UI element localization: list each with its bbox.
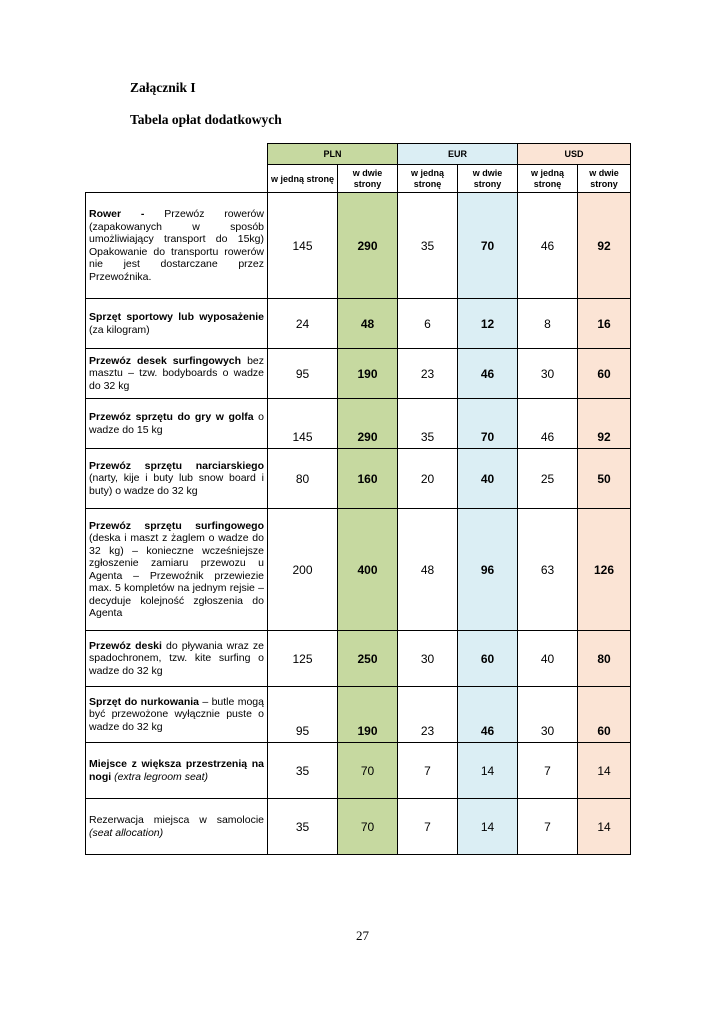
fee-title: Sprzęt sportowy lub wyposażenie: [89, 311, 264, 323]
annex-title: Załącznik I: [130, 80, 196, 95]
fee-value: 6: [398, 299, 458, 349]
fee-value: 48: [398, 509, 458, 631]
fee-value: 70: [338, 743, 398, 799]
fee-description: [86, 631, 268, 687]
fee-value: 80: [578, 631, 631, 687]
fee-value: 95: [268, 349, 338, 399]
fee-value: 60: [458, 631, 518, 687]
fee-value: 14: [458, 799, 518, 855]
fee-value: 60: [578, 687, 631, 743]
fee-note: (extra legroom seat): [114, 770, 209, 783]
fee-value: 35: [268, 743, 338, 799]
fee-value: 290: [338, 399, 398, 449]
fee-value: 190: [338, 687, 398, 743]
fee-value: 24: [268, 299, 338, 349]
fee-value: 35: [268, 799, 338, 855]
table-row: [86, 193, 631, 299]
fee-value: 25: [518, 449, 578, 509]
table-row: [86, 743, 631, 799]
currency-pln: PLN: [268, 144, 398, 165]
fee-value: 14: [578, 743, 631, 799]
fee-value: 23: [398, 687, 458, 743]
fee-text: (za kilogram): [89, 323, 150, 336]
fee-text: (narty, kije i buty lub snow board i buty) o wadze do 32 kg: [89, 472, 264, 497]
fee-value: 190: [338, 349, 398, 399]
fee-value: 30: [518, 687, 578, 743]
fee-description: [86, 449, 268, 509]
fee-title: Miejsce z większa przestrzenią na nogi: [89, 758, 264, 783]
fee-title: Przewóz deski: [89, 639, 162, 652]
fee-value: 48: [338, 299, 398, 349]
fee-value: 40: [518, 631, 578, 687]
fee-text: o wadze do 15 kg: [89, 411, 264, 436]
table-row: [86, 687, 631, 743]
fee-value: 95: [268, 687, 338, 743]
fee-value: 400: [338, 509, 398, 631]
table-row: [86, 799, 631, 855]
fee-text: Przewóz rowerów (zapakowanych w sposób umożliwiający transport do 15kg) Opakowanie do transportu rowerów nie jest dostarczane przez Przewoźnika.: [89, 208, 264, 283]
fee-value: 7: [518, 799, 578, 855]
fee-value: 40: [458, 449, 518, 509]
subheader-usd-two-way: w dwie strony: [578, 165, 631, 193]
fee-description: [86, 399, 268, 449]
fee-value: 8: [518, 299, 578, 349]
fee-value: 50: [578, 449, 631, 509]
fee-description: [86, 687, 268, 743]
subheader-pln-two-way: w dwie strony: [338, 165, 398, 193]
fee-value: 46: [458, 687, 518, 743]
page-number: 27: [356, 928, 369, 943]
table-row: [86, 399, 631, 449]
table-row: [86, 509, 631, 631]
table-row: [86, 631, 631, 687]
fee-value: 30: [518, 349, 578, 399]
fee-title: Przewóz sprzętu narciarskiego: [89, 459, 264, 472]
fee-title: Przewóz sprzętu surfingowego: [89, 519, 264, 532]
fee-note: (seat allocation): [89, 826, 164, 839]
fee-value: 96: [458, 509, 518, 631]
subheader-eur-one-way: w jedną stronę: [398, 165, 458, 193]
fee-value: 92: [578, 399, 631, 449]
currency-usd: USD: [518, 144, 631, 165]
fee-title: Rower -: [89, 208, 145, 220]
fee-value: 30: [398, 631, 458, 687]
subheader-pln-one-way: w jedną stronę: [268, 165, 338, 193]
fee-value: 70: [338, 799, 398, 855]
fee-value: 290: [338, 193, 398, 299]
table-row: [86, 349, 631, 399]
fee-value: 145: [268, 399, 338, 449]
fee-value: 200: [268, 509, 338, 631]
fee-value: 46: [518, 399, 578, 449]
fee-text: Rezerwacja miejsca w samolocie: [89, 814, 264, 826]
fee-value: 20: [398, 449, 458, 509]
fee-text: bez masztu – tzw. bodyboards o wadze do 32 kg: [89, 354, 264, 392]
fee-value: 125: [268, 631, 338, 687]
fee-value: 92: [578, 193, 631, 299]
subheader-usd-one-way: w jedną stronę: [518, 165, 578, 193]
fee-value: 70: [458, 193, 518, 299]
fee-title: Przewóz sprzętu do gry w golfa: [89, 411, 254, 423]
fee-value: 35: [398, 193, 458, 299]
fee-description: [86, 509, 268, 631]
table-row: [86, 449, 631, 509]
fee-value: 7: [518, 743, 578, 799]
fee-value: 126: [578, 509, 631, 631]
fee-text: (deska i maszt z żaglem o wadze do 32 kg) – konieczne wcześniejsze zgłoszenie zamiaru przewozu u Agenta – Przewoźnik przewiezie max. 5 kompletów na jednym rejsie – decyduje kolejność zgłoszenia do Agenta: [89, 532, 264, 619]
fee-description: [86, 349, 268, 399]
fee-value: 70: [458, 399, 518, 449]
currency-header-row: [86, 144, 631, 165]
fee-value: 80: [268, 449, 338, 509]
fee-value: 63: [518, 509, 578, 631]
table-title: Tabela opłat dodatkowych: [130, 112, 282, 127]
fee-value: 35: [398, 399, 458, 449]
fee-description: [86, 743, 268, 799]
currency-eur: EUR: [398, 144, 518, 165]
table-row: [86, 299, 631, 349]
fee-value: 23: [398, 349, 458, 399]
fee-description: [86, 193, 268, 299]
fees-table: [85, 143, 631, 855]
fee-value: 14: [578, 799, 631, 855]
fee-value: 7: [398, 799, 458, 855]
header-blank: [86, 144, 268, 165]
fee-value: 60: [578, 349, 631, 399]
fee-value: 16: [578, 299, 631, 349]
fee-value: 14: [458, 743, 518, 799]
subheader-eur-two-way: w dwie strony: [458, 165, 518, 193]
direction-header-row: [86, 165, 631, 193]
fee-value: 46: [518, 193, 578, 299]
subheader-blank: [86, 165, 268, 193]
fee-text: do pływania wraz ze spadochronem, tzw. kite surfing o wadze do 32 kg: [89, 639, 265, 677]
fee-value: 145: [268, 193, 338, 299]
fee-description: [86, 299, 268, 349]
fee-value: 12: [458, 299, 518, 349]
fee-value: 250: [338, 631, 398, 687]
fee-value: 160: [338, 449, 398, 509]
fee-title: Przewóz desek surfingowych: [89, 354, 242, 367]
fee-title: Sprzęt do nurkowania: [89, 695, 199, 708]
fee-value: 46: [458, 349, 518, 399]
fee-value: 7: [398, 743, 458, 799]
fee-description: [86, 799, 268, 855]
fee-text: – butle mogą być przewożone wyłącznie puste o wadze do 32 kg: [89, 695, 264, 733]
